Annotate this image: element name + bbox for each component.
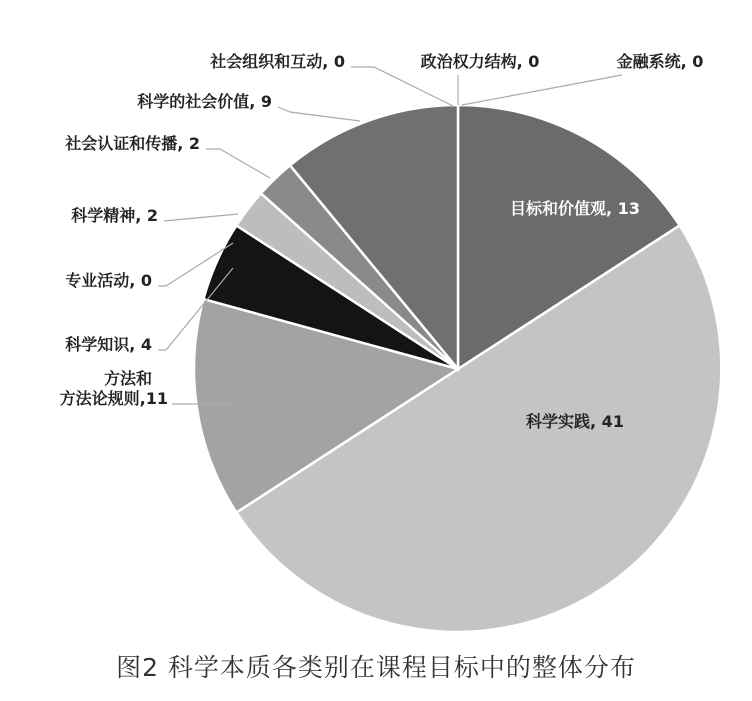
slice-label: 科学知识, 4 <box>65 335 152 354</box>
figure-caption: 图2 科学本质各类别在课程目标中的整体分布 <box>116 653 636 682</box>
slice-label: 金融系统, 0 <box>616 52 704 71</box>
slice-label: 政治权力结构, 0 <box>420 52 540 71</box>
leader-line <box>462 75 622 105</box>
slice-label: 科学实践, 41 <box>526 412 624 431</box>
leader-line <box>206 149 270 178</box>
slice-label: 专业活动, 0 <box>65 271 152 290</box>
slice-label: 目标和价值观, 13 <box>510 199 640 218</box>
pie-slices <box>194 105 722 633</box>
leader-line <box>278 107 360 121</box>
slice-label: 方法和方法论规则,11 <box>59 369 168 408</box>
slice-label: 科学精神, 2 <box>71 206 158 225</box>
leader-line <box>164 214 238 221</box>
slice-label: 社会认证和传播, 2 <box>65 134 200 153</box>
slice-label: 社会组织和互动, 0 <box>210 52 345 71</box>
leader-line <box>351 67 453 106</box>
slice-label: 科学的社会价值, 9 <box>137 92 272 111</box>
